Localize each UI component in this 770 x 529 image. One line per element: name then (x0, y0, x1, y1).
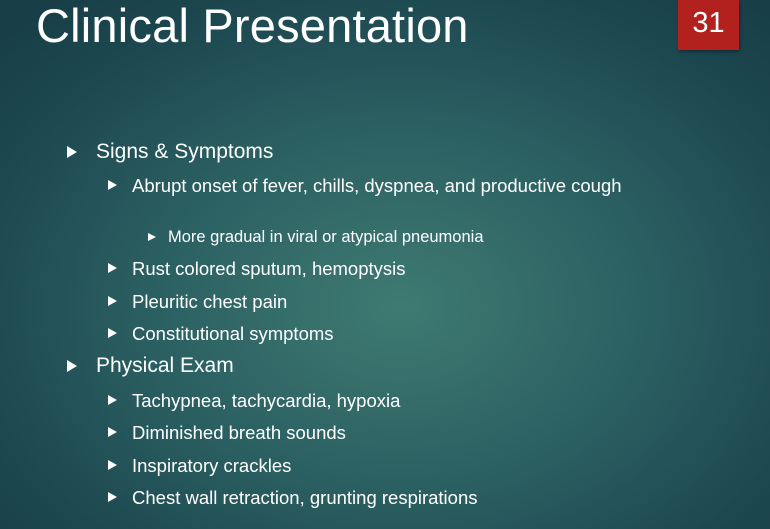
bullet-rust-sputum (108, 258, 406, 279)
bullet-chest-wall (108, 487, 478, 508)
bullet-more-gradual (148, 228, 484, 247)
bullet-text: Signs & Symptoms (96, 140, 274, 163)
bullet-text: Inspiratory crackles (132, 455, 292, 476)
bullet-arrow-icon (108, 460, 117, 470)
bullet-arrow-icon (108, 395, 117, 405)
bullet-text: More gradual in viral or atypical pneumonia (168, 228, 484, 246)
bullet-diminished-breath (108, 422, 346, 443)
bullet-text: Diminished breath sounds (132, 422, 346, 443)
bullet-text: Constitutional symptoms (132, 323, 334, 344)
slide-title: Clinical Presentation (36, 0, 469, 52)
bullet-text: Physical Exam (96, 354, 234, 377)
bullet-abrupt-onset (108, 175, 648, 196)
slide-number-badge: 31 (678, 0, 739, 50)
bullet-arrow-icon (108, 180, 117, 190)
bullet-arrow-icon (108, 492, 117, 502)
bullet-arrow-icon (108, 296, 117, 306)
bullet-text: Abrupt onset of fever, chills, dyspnea, and productive cough (132, 175, 622, 196)
bullet-text: Chest wall retraction, grunting respirations (132, 487, 478, 508)
bullet-arrow-icon (108, 263, 117, 273)
bullet-arrow-icon (67, 360, 77, 372)
bullet-text: Rust colored sputum, hemoptysis (132, 258, 406, 279)
bullet-pleuritic-pain (108, 291, 287, 312)
bullet-arrow-icon (67, 146, 77, 158)
bullet-arrow-icon (108, 427, 117, 437)
bullet-arrow-icon (108, 328, 117, 338)
bullet-inspiratory-crackles (108, 455, 291, 476)
bullet-physical-exam (67, 354, 234, 378)
bullet-arrow-icon (148, 233, 156, 241)
bullet-text: Pleuritic chest pain (132, 291, 288, 312)
bullet-constitutional (108, 323, 334, 344)
bullet-tachypnea (108, 390, 400, 411)
bullet-text: Tachypnea, tachycardia, hypoxia (132, 390, 401, 411)
bullet-signs-symptoms (67, 140, 273, 164)
